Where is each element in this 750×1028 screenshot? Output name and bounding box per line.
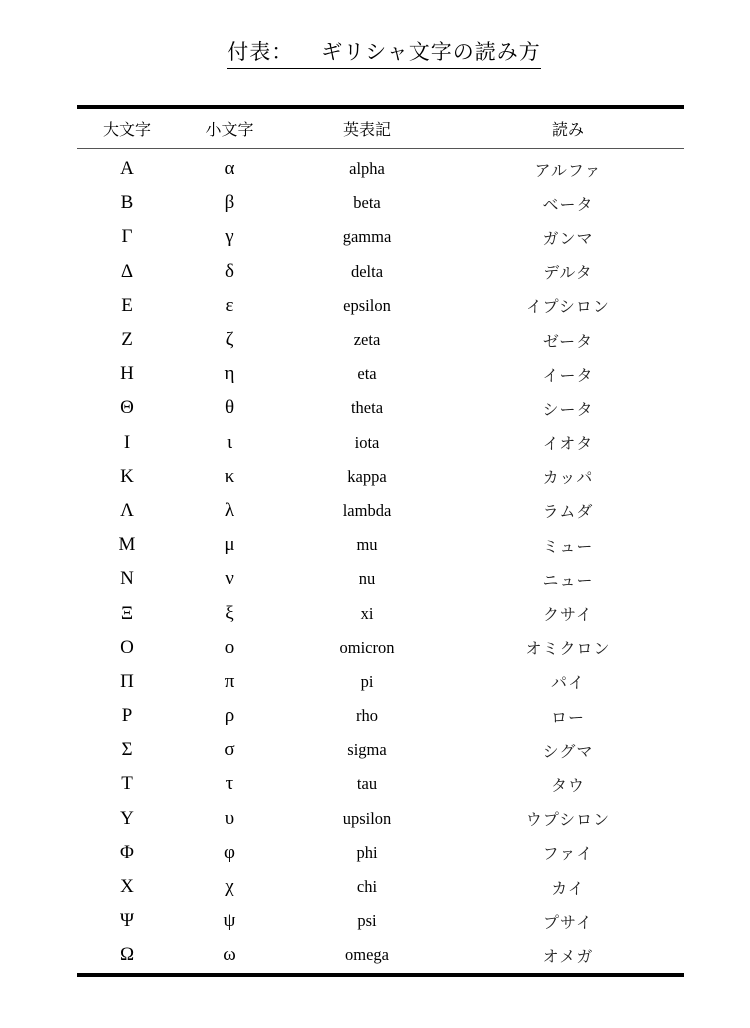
table-row xyxy=(77,149,684,187)
uppercase-letter-cell: Κ xyxy=(120,465,134,487)
english-name-cell: delta xyxy=(350,261,384,281)
greek-alphabet-table xyxy=(77,105,684,977)
uppercase-letter-cell: Λ xyxy=(120,499,134,521)
table-row xyxy=(77,391,684,425)
english-name-cell: lambda xyxy=(342,500,392,520)
english-name-cell: sigma xyxy=(347,740,387,760)
header-lower: 小文字 xyxy=(177,107,282,149)
english-name-cell: xi xyxy=(360,603,374,623)
lowercase-letter-cell: ζ xyxy=(225,329,234,351)
reading-cell: プサイ xyxy=(543,912,593,932)
table-row xyxy=(77,904,684,938)
table-row xyxy=(77,836,684,870)
uppercase-letter-cell: Ο xyxy=(120,636,134,658)
table-row xyxy=(77,323,684,357)
table-header-row xyxy=(77,107,684,149)
reading-cell: シグマ xyxy=(542,741,594,761)
english-name-cell: gamma xyxy=(342,227,392,247)
uppercase-letter-cell: Γ xyxy=(121,226,133,248)
table-row xyxy=(77,733,684,767)
uppercase-letter-cell: Μ xyxy=(118,534,136,556)
lowercase-letter-cell: γ xyxy=(225,226,234,248)
reading-cell: ラムダ xyxy=(542,502,594,522)
reading-cell: シータ xyxy=(542,399,594,419)
table-row xyxy=(77,562,684,596)
reading-cell: クサイ xyxy=(543,605,593,625)
title-underlined xyxy=(227,36,541,69)
english-name-cell: chi xyxy=(356,877,378,897)
table-row xyxy=(77,802,684,836)
table-row xyxy=(77,289,684,323)
title-text: ギリシャ文字の読み方 xyxy=(321,40,541,64)
english-name-cell: theta xyxy=(350,398,384,418)
header-reading: 読み xyxy=(452,107,684,149)
english-name-cell: alpha xyxy=(349,159,385,179)
table-row xyxy=(77,665,684,699)
uppercase-letter-cell: Υ xyxy=(120,807,134,829)
uppercase-letter-cell: Ξ xyxy=(120,602,134,624)
uppercase-letter-cell: Χ xyxy=(120,876,134,898)
uppercase-letter-cell: Τ xyxy=(121,773,133,795)
lowercase-letter-cell: μ xyxy=(224,534,235,556)
uppercase-letter-cell: Φ xyxy=(120,841,134,863)
english-name-cell: mu xyxy=(356,535,378,555)
uppercase-letter-cell: Ν xyxy=(120,568,134,590)
reading-cell: ロー xyxy=(550,707,585,727)
lowercase-letter-cell: δ xyxy=(225,260,234,282)
reading-cell: イータ xyxy=(542,365,594,385)
reading-cell: イプシロン xyxy=(526,297,610,317)
table-row xyxy=(77,699,684,733)
english-name-cell: eta xyxy=(357,364,377,384)
english-name-cell: kappa xyxy=(347,466,387,486)
uppercase-letter-cell: Σ xyxy=(121,739,133,761)
table-row xyxy=(77,460,684,494)
lowercase-letter-cell: β xyxy=(224,192,235,214)
lowercase-letter-cell: ω xyxy=(223,944,236,966)
english-name-cell: tau xyxy=(356,774,378,794)
lowercase-letter-cell: ρ xyxy=(224,705,235,727)
uppercase-letter-cell: Ψ xyxy=(119,910,135,932)
lowercase-letter-cell: θ xyxy=(224,397,235,419)
english-name-cell: omega xyxy=(345,945,389,965)
header-english: 英表記 xyxy=(282,107,452,149)
reading-cell: ファイ xyxy=(542,844,594,864)
lowercase-letter-cell: ο xyxy=(224,636,235,658)
uppercase-letter-cell: Ι xyxy=(123,431,131,453)
reading-cell: カイ xyxy=(551,878,585,898)
reading-cell: アルファ xyxy=(534,160,602,180)
english-name-cell: epsilon xyxy=(343,295,391,315)
lowercase-letter-cell: φ xyxy=(224,841,235,863)
table-row xyxy=(77,631,684,665)
reading-cell: ガンマ xyxy=(542,228,594,248)
uppercase-letter-cell: Θ xyxy=(120,397,134,419)
reading-cell: タウ xyxy=(550,775,585,795)
lowercase-letter-cell: ι xyxy=(226,431,233,453)
english-name-cell: nu xyxy=(358,569,376,589)
english-name-cell: phi xyxy=(356,842,378,862)
lowercase-letter-cell: σ xyxy=(224,739,235,761)
lowercase-letter-cell: χ xyxy=(225,876,234,898)
table-row xyxy=(77,220,684,254)
title-prefix: 付表： xyxy=(227,40,294,64)
reading-cell: オメガ xyxy=(542,946,594,966)
lowercase-letter-cell: π xyxy=(224,670,235,692)
table-row xyxy=(77,186,684,220)
table-row xyxy=(77,767,684,801)
reading-cell: パイ xyxy=(550,673,585,693)
table-row xyxy=(77,870,684,904)
table-row xyxy=(77,528,684,562)
reading-cell: ミュー xyxy=(542,536,594,556)
english-name-cell: rho xyxy=(356,706,378,726)
table-row xyxy=(77,596,684,630)
lowercase-letter-cell: α xyxy=(224,158,235,180)
uppercase-letter-cell: Α xyxy=(120,158,134,180)
lowercase-letter-cell: τ xyxy=(225,773,234,795)
uppercase-letter-cell: Η xyxy=(120,363,134,385)
table-row xyxy=(77,426,684,460)
table-row xyxy=(77,494,684,528)
lowercase-letter-cell: υ xyxy=(224,807,235,829)
lowercase-letter-cell: ξ xyxy=(225,602,234,624)
lowercase-letter-cell: ε xyxy=(225,294,234,316)
uppercase-letter-cell: Ω xyxy=(119,944,135,966)
reading-cell: オミクロン xyxy=(525,639,611,659)
lowercase-letter-cell: η xyxy=(224,363,235,385)
reading-cell: ニュー xyxy=(542,570,594,590)
reading-cell: デルタ xyxy=(543,263,593,283)
reading-cell: カッパ xyxy=(542,468,594,488)
english-name-cell: beta xyxy=(353,193,381,213)
english-name-cell: upsilon xyxy=(342,808,392,828)
english-name-cell: omicron xyxy=(339,637,395,657)
reading-cell: イオタ xyxy=(542,434,594,454)
reading-cell: ゼータ xyxy=(542,331,594,351)
uppercase-letter-cell: Δ xyxy=(120,260,134,282)
table-row xyxy=(77,938,684,974)
table-row xyxy=(77,357,684,391)
table-row xyxy=(77,255,684,289)
uppercase-letter-cell: Ζ xyxy=(121,329,133,351)
uppercase-letter-cell: Ε xyxy=(121,294,133,316)
uppercase-letter-cell: Β xyxy=(120,192,134,214)
lowercase-letter-cell: κ xyxy=(224,465,235,487)
lowercase-letter-cell: ν xyxy=(225,568,234,590)
table-body xyxy=(77,149,684,975)
reading-cell: ベータ xyxy=(542,194,594,214)
reading-cell: ウプシロン xyxy=(525,810,611,830)
page-title xyxy=(0,36,750,69)
english-name-cell: zeta xyxy=(353,330,381,350)
uppercase-letter-cell: Ρ xyxy=(121,705,133,727)
uppercase-letter-cell: Π xyxy=(120,670,134,692)
english-name-cell: psi xyxy=(357,911,377,931)
lowercase-letter-cell: λ xyxy=(224,499,235,521)
english-name-cell: iota xyxy=(354,432,380,452)
lowercase-letter-cell: ψ xyxy=(223,910,236,932)
header-upper: 大文字 xyxy=(77,107,177,149)
english-name-cell: pi xyxy=(360,671,374,691)
